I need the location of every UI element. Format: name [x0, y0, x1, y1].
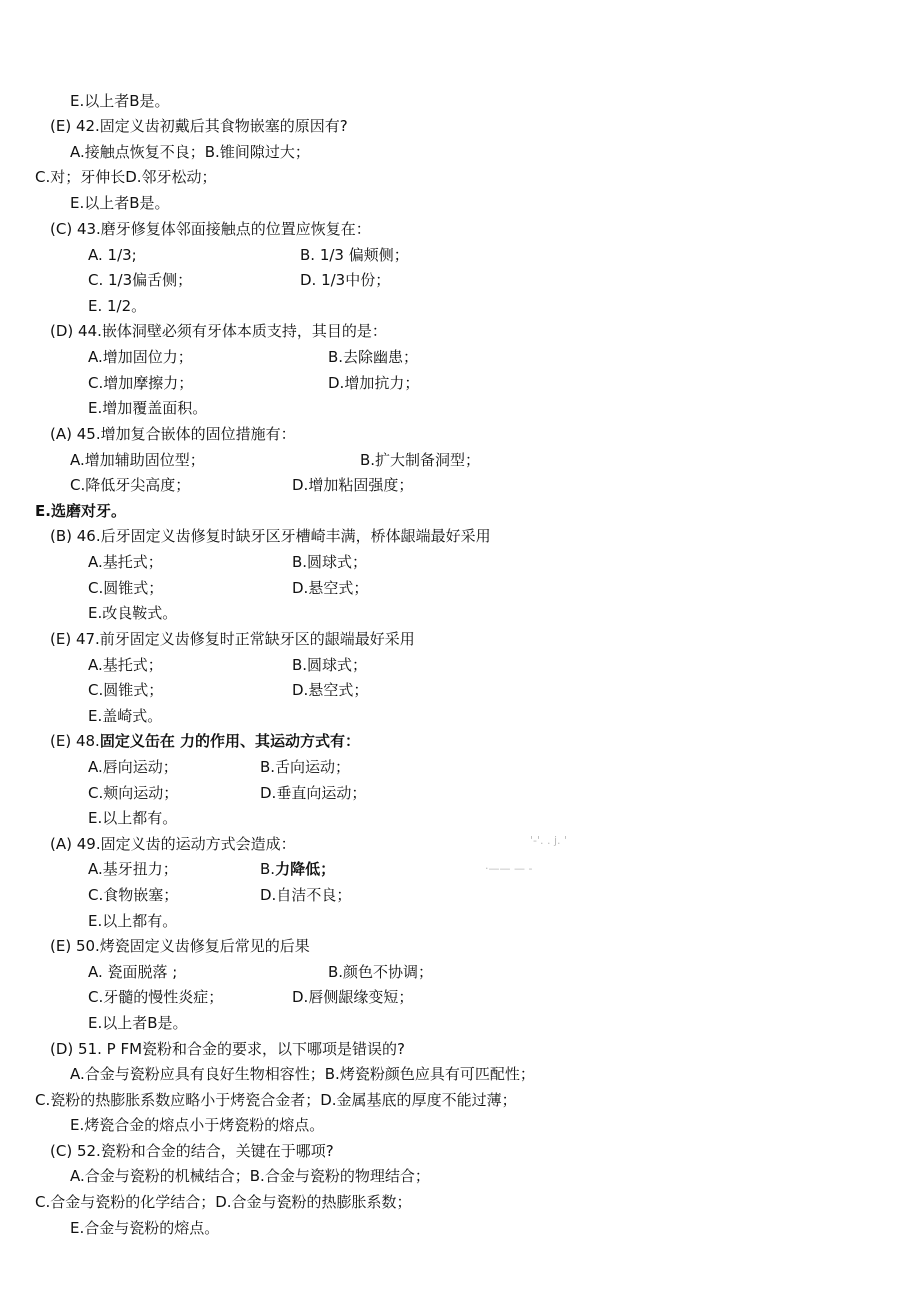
- question-48-number: (E) 48.: [50, 732, 100, 750]
- option-b-q49: [260, 859, 335, 879]
- options-cd-q52: C.合金与瓷粉的化学结合；D.合金与瓷粉的热膨胀系数；: [35, 1193, 412, 1211]
- option-d-q49: D.自洁不良；: [260, 886, 352, 904]
- question-45: (A) 45.增加复合嵌体的固位措施有：: [50, 425, 296, 443]
- option-c-q49: C.食物嵌塞；: [88, 886, 179, 904]
- option-e-q46: E.改良鞍式。: [88, 604, 178, 622]
- question-43: (C) 43.磨牙修复体邻面接触点的位置应恢复在：: [50, 220, 371, 238]
- option-d-q48: D.垂直向运动；: [260, 784, 367, 802]
- option-b-q49-letter: B.: [260, 860, 276, 878]
- question-48-text: 固定义缶在 力的作用、其运动方式有：: [99, 732, 361, 750]
- option-b-q44: B.去除幽患；: [328, 348, 419, 366]
- options-cd-q51: C.瓷粉的热膨胀系数应略小于烤瓷合金者；D.金属基底的厚度不能过薄；: [35, 1091, 517, 1109]
- option-b-q50: B.颜色不协调；: [328, 963, 434, 981]
- option-e-q42: E.以上者B是。: [70, 194, 170, 212]
- scan-artifact-2: ·—— — -: [485, 862, 533, 875]
- option-e-q41: E.以上者B是。: [70, 92, 170, 110]
- option-d-q47: D.悬空式；: [292, 681, 369, 699]
- options-ab-q52: A.合金与瓷粉的机械结合；B.合金与瓷粉的物理结合；: [70, 1167, 430, 1185]
- question-44: (D) 44.嵌体洞壁必须有牙体本质支持，其目的是：: [50, 322, 387, 340]
- option-e-q43: E. 1/2。: [88, 297, 147, 315]
- option-c-q47: C.圆锥式；: [88, 681, 164, 699]
- option-c-q46: C.圆锥式；: [88, 579, 164, 597]
- option-a-q49: A.基牙扭力；: [88, 860, 178, 878]
- options-ab-q51: A.合金与瓷粉应具有良好生物相容性；B.烤瓷粉颜色应具有可匹配性；: [70, 1065, 535, 1083]
- question-48: [50, 731, 360, 751]
- option-b-q49-text: 力降低；: [275, 860, 336, 878]
- option-c-q44: C.增加摩擦力；: [88, 374, 194, 392]
- option-e-q49: E.以上都有。: [88, 912, 178, 930]
- option-a-q44: A.增加固位力；: [88, 348, 193, 366]
- option-d-q45: D.增加粘固强度；: [292, 476, 414, 494]
- question-52: (C) 52.瓷粉和合金的结合，关键在于哪项?: [50, 1142, 334, 1160]
- option-e-q50: E.以上者B是。: [88, 1014, 188, 1032]
- option-c-q45: C.降低牙尖高度；: [70, 476, 191, 494]
- option-c-q50: C.牙髓的慢性炎症；: [88, 988, 224, 1006]
- question-47: (E) 47.前牙固定义齿修复时正常缺牙区的龈端最好采用: [50, 630, 415, 648]
- option-e-q51: E.烤瓷合金的熔点小于烤瓷粉的熔点。: [70, 1116, 325, 1134]
- question-51: (D) 51. P FM瓷粉和合金的要求，以下哪项是错误的?: [50, 1040, 405, 1058]
- option-b-q47: B.圆球式；: [292, 656, 368, 674]
- option-b-q46: B.圆球式；: [292, 553, 368, 571]
- option-e-q45: E.选磨对牙。: [35, 502, 126, 520]
- option-b-q45: B.扩大制备洞型；: [360, 451, 481, 469]
- option-a-q43: A. 1/3;: [88, 246, 137, 264]
- scan-artifact-1: '-'. . j. ': [530, 834, 568, 847]
- option-e-q48: E.以上都有。: [88, 809, 178, 827]
- option-a-q48: A.唇向运动；: [88, 758, 178, 776]
- option-b-q48: B.舌向运动；: [260, 758, 351, 776]
- question-42: (E) 42.固定义齿初戴后其食物嵌塞的原因有?: [50, 117, 348, 135]
- option-a-q45: A.增加辅助固位型；: [70, 451, 205, 469]
- option-e-q52: E.合金与瓷粉的熔点。: [70, 1219, 220, 1237]
- question-49: (A) 49.固定义齿的运动方式会造成：: [50, 835, 296, 853]
- options-cd-q42: C.对；牙伸长D.邻牙松动；: [35, 168, 217, 186]
- options-ab-q42: A.接触点恢复不良；B.锥间隙过大；: [70, 143, 310, 161]
- option-a-q50: A. 瓷面脱落 ;: [88, 963, 178, 981]
- question-46: (B) 46.后牙固定义齿修复时缺牙区牙槽崎丰满，桥体龈端最好采用: [50, 527, 491, 545]
- option-e-q44: E.增加覆盖面积。: [88, 399, 208, 417]
- option-b-q43: B. 1/3 偏颊侧；: [300, 246, 409, 264]
- option-d-q43: D. 1/3中份；: [300, 271, 391, 289]
- option-d-q50: D.唇侧龈缘变短；: [292, 988, 414, 1006]
- question-50: (E) 50.烤瓷固定义齿修复后常见的后果: [50, 937, 310, 955]
- option-a-q46: A.基托式；: [88, 553, 163, 571]
- option-d-q44: D.增加抗力；: [328, 374, 420, 392]
- option-d-q46: D.悬空式；: [292, 579, 369, 597]
- option-a-q47: A.基托式；: [88, 656, 163, 674]
- option-c-q48: C.颊向运动；: [88, 784, 179, 802]
- option-c-q43: C. 1/3偏舌侧；: [88, 271, 193, 289]
- option-e-q47: E.盖崎式。: [88, 707, 163, 725]
